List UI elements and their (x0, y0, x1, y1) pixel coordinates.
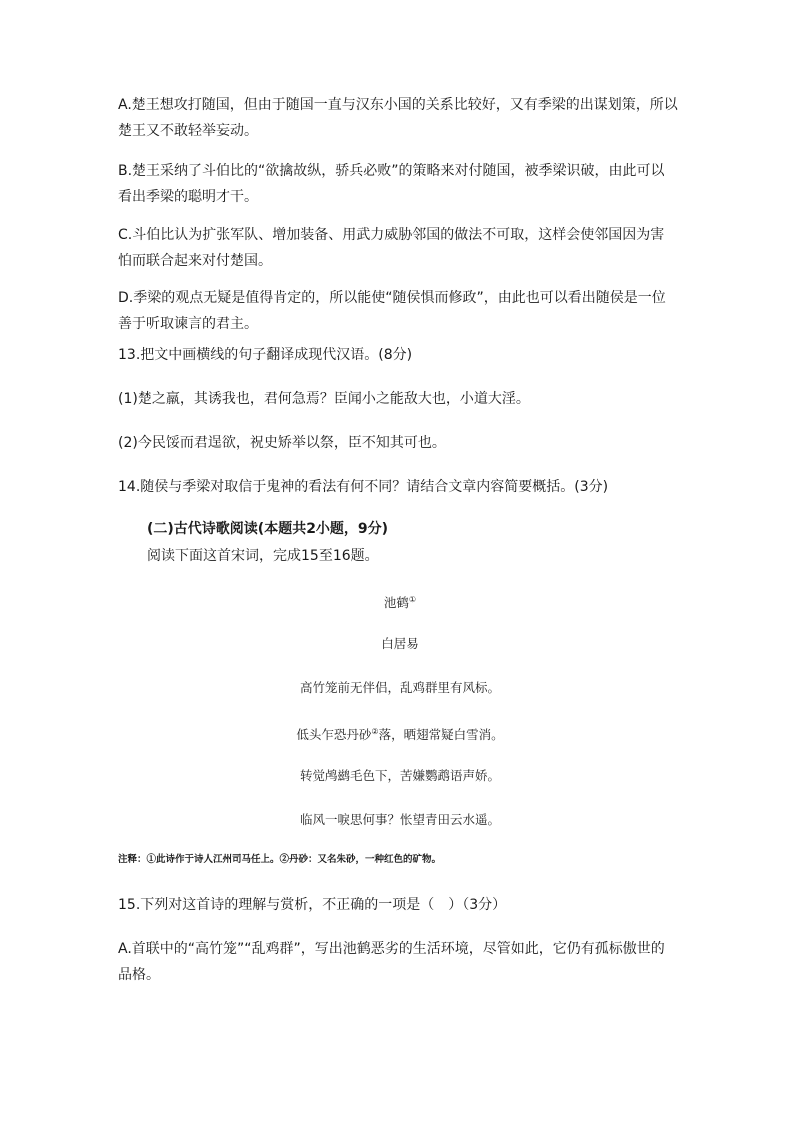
option-d: D.季梁的观点无疑是值得肯定的，所以能使“随侯惧而修政”，由此也可以看出随侯是一位善于听取谏言的君主。 (118, 290, 666, 332)
poem-annotation: 注释：①此诗作于诗人江州司马任上。②丹砂：又名朱砂，一种红色的矿物。 (118, 854, 442, 865)
option-b: B.楚王采纳了斗伯比的“欲擒故纵，骄兵必败”的策略来对付随国，被季梁识破，由此可以看出季梁的聪明才干。 (118, 163, 665, 205)
poem-line-3: 转觉鸬鹚毛色下，苦嫌鹦鹉语声娇。 (299, 768, 500, 783)
poem-line-2 (0, 722, 800, 745)
question-14-title: 14.随侯与季梁对取信于鬼神的看法有何不同？请结合文章内容简要概括。(3分) (118, 479, 609, 495)
question-15-option-a: A.首联中的“高竹笼”“乱鸡群”，写出池鹤恶劣的生活环境，尽管如此，它仍有孤标傲世的品格。 (118, 941, 665, 983)
question-13-title: 13.把文中画横线的句子翻译成现代汉语。(8分) (118, 347, 413, 363)
footnote-marker-2: ② (371, 727, 379, 736)
option-c: C.斗伯比认为扩张军队、增加装备、用武力威胁邻国的做法不可取，这样会使邻国因为害怕而联合起来对付楚国。 (118, 227, 665, 269)
poem-line-1: 高竹笼前无伴侣，乱鸡群里有风标。 (299, 680, 500, 695)
poem-line-2-part-2: 落，晒翅常疑白雪消。 (378, 727, 504, 743)
section-title: (二)古代诗歌阅读(本题共2小题，9分) (147, 521, 389, 537)
poem-line-2-part-1: 低头乍恐丹砂 (296, 727, 372, 743)
section-intro: 阅读下面这首宋词，完成15至16题。 (147, 548, 379, 564)
footnote-marker-1: ① (408, 595, 417, 604)
poem-title-text: 池鹤 (383, 595, 409, 611)
option-a: A.楚王想攻打随国，但由于随国一直与汉东小国的关系比较好，又有季梁的出谋划策，所以楚王又不敢轻举妄动。 (118, 97, 678, 139)
poem-line-4: 临风一唳思何事？怅望青田云水遥。 (299, 812, 500, 827)
poem-title (0, 590, 800, 613)
question-13-sentence-2: (2)今民馁而君逞欲，祝史矫举以祭，臣不知其可也。 (118, 435, 446, 451)
question-13-sentence-1: (1)楚之羸，其诱我也，君何急焉？臣闻小之能敌大也，小道大淫。 (118, 391, 530, 407)
question-15-title: 15.下列对这首诗的理解与赏析，不正确的一项是（ ）（3分） (118, 897, 507, 913)
poem-author: 白居易 (381, 636, 419, 651)
